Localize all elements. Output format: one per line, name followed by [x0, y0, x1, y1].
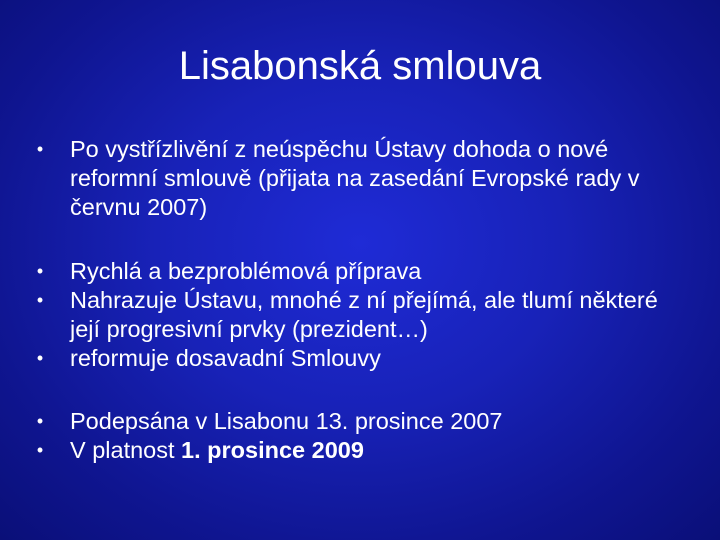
bullet-dot-icon: • — [36, 440, 44, 460]
bullet-text: Rychlá a bezproblémová příprava — [70, 258, 422, 284]
bullet-text-emphasis: 1. prosince 2009 — [181, 437, 364, 463]
bullet-dot-icon: • — [36, 139, 44, 159]
group-spacer — [30, 222, 690, 257]
bullet-dot-icon: • — [36, 290, 44, 310]
bullet-dot-icon: • — [36, 348, 44, 368]
bullet-item — [30, 286, 690, 344]
bullet-text: Nahrazuje Ústavu, mnohé z ní přejímá, ale tlumí některé její progresivní prvky (prezident…) — [70, 287, 658, 342]
bullet-text: Podepsána v Lisabonu 13. prosince 2007 — [70, 408, 503, 434]
bullet-item — [30, 135, 690, 222]
bullet-dot-icon: • — [36, 261, 44, 281]
bullet-dot-icon: • — [36, 411, 44, 431]
bullet-item — [30, 407, 690, 436]
bullet-text: reformuje dosavadní Smlouvy — [70, 345, 381, 371]
bullet-item — [30, 257, 690, 286]
group-spacer — [30, 373, 690, 407]
bullet-text: Po vystřízlivění z neúspěchu Ústavy dohoda o nové reformní smlouvě (přijata na zasedání Evropské rady v červnu 2007) — [70, 136, 640, 220]
bullet-text: V platnost — [70, 437, 182, 463]
bullet-list — [30, 135, 690, 465]
bullet-item — [30, 436, 690, 465]
bullet-item — [30, 344, 690, 373]
slide-title: Lisabonská smlouva — [178, 44, 542, 88]
